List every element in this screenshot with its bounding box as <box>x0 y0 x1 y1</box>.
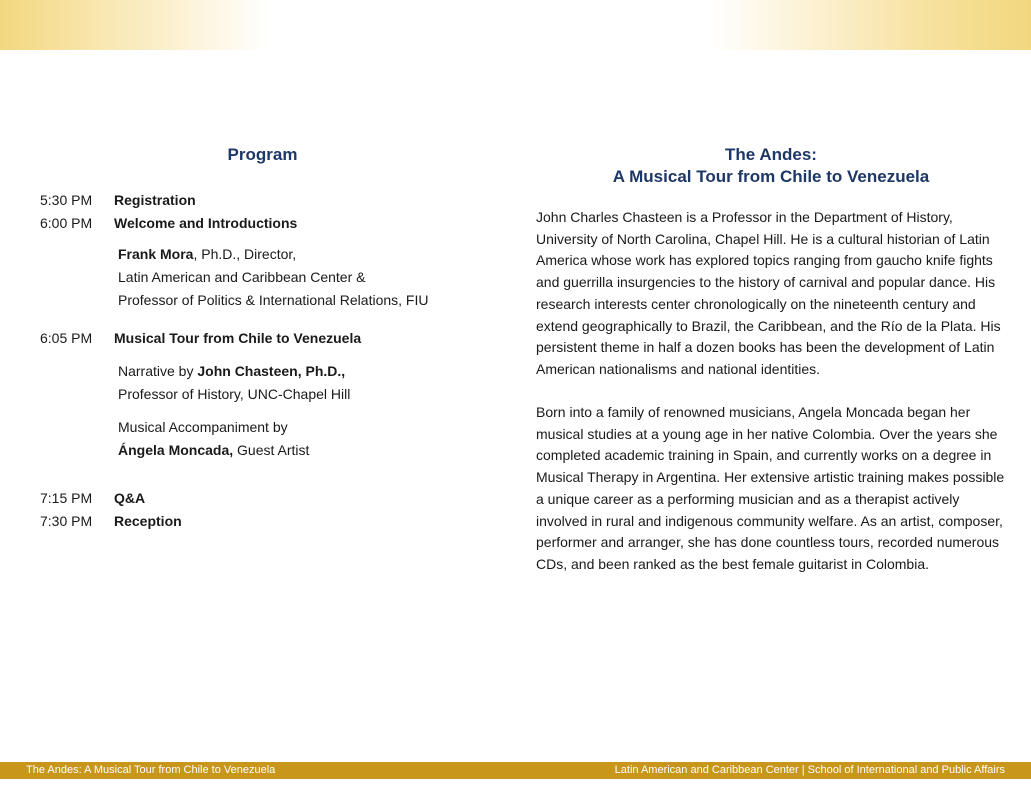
narrator-line <box>118 360 498 383</box>
welcome-detail <box>118 243 498 312</box>
footer-organization: Latin American and Caribbean Center | School of International and Public Affairs <box>614 764 1005 776</box>
program-label: Reception <box>114 513 182 529</box>
program-time: 6:00 PM <box>40 215 93 231</box>
welcome-detail-line: Latin American and Caribbean Center & <box>118 269 366 285</box>
program-label: Q&A <box>114 490 146 506</box>
gold-corner-glow-right <box>711 0 1031 50</box>
program-label: Registration <box>114 192 196 208</box>
gold-corner-glow-left <box>0 0 270 50</box>
program-title: Program <box>227 145 298 164</box>
program-time: 6:05 PM <box>40 330 93 346</box>
footer-event-title: The Andes: A Musical Tour from Chile to Venezuela <box>26 764 276 776</box>
event-title-line2: A Musical Tour from Chile to Venezuela <box>612 167 930 186</box>
accompaniment-detail <box>118 416 498 462</box>
program-time: 7:15 PM <box>40 490 93 506</box>
speaker-name: Frank Mora <box>118 246 194 262</box>
event-title-line1: The Andes: <box>725 145 817 164</box>
narrator-title: Professor of History, UNC-Chapel Hill <box>118 386 351 402</box>
program-time: 5:30 PM <box>40 192 93 208</box>
bio-moncada: Born into a family of renowned musicians, Angela Moncada began her musical studies at a young age in her native Colombia. Over the years she completed academic training in Spain, and currently works on a degree in Musical Therapy in Argentina. Her extensive artistic training makes possible a unique career as a performing musician and as a therapist actively involved in rural and indigenous community welfare. As an artist, composer, performer and arranger, she has done countless tours, recorded numerous CDs, and been ranked as the best female guitarist in Colombia. <box>536 404 1005 572</box>
speaker-title: , Ph.D., Director, <box>193 246 297 262</box>
footer-bar <box>0 762 1031 779</box>
program-label: Musical Tour from Chile to Venezuela <box>114 330 362 346</box>
bio-chasteen: John Charles Chasteen is a Professor in the Department of History, University of North Carolina, Chapel Hill. He is a cultural historian of Latin America whose work has explored topics ranging from gaucho knife fights and guerrilla insurgencies to the history of carnival and popular dance. His research interests center chronologically on the nineteenth century and extend geographically to Brazil, the Caribbean, and the Río de la Plata. His persistent theme in half a dozen books has been the development of Latin American nationalisms and national identities. <box>536 209 1001 377</box>
program-time: 7:30 PM <box>40 513 93 529</box>
artist-role: Guest Artist <box>233 442 310 458</box>
welcome-detail-line <box>118 243 498 266</box>
welcome-detail-line: Professor of Politics & International Relations, FIU <box>118 292 429 308</box>
event-title <box>536 144 1006 188</box>
artist-line <box>118 439 498 462</box>
accompaniment-label: Musical Accompaniment by <box>118 419 288 435</box>
narrator-name: John Chasteen, Ph.D., <box>197 363 346 379</box>
program-label: Welcome and Introductions <box>114 215 298 231</box>
narrator-detail <box>118 360 498 406</box>
narrative-prefix: Narrative by <box>118 363 198 379</box>
artist-name: Ángela Moncada, <box>118 442 234 458</box>
